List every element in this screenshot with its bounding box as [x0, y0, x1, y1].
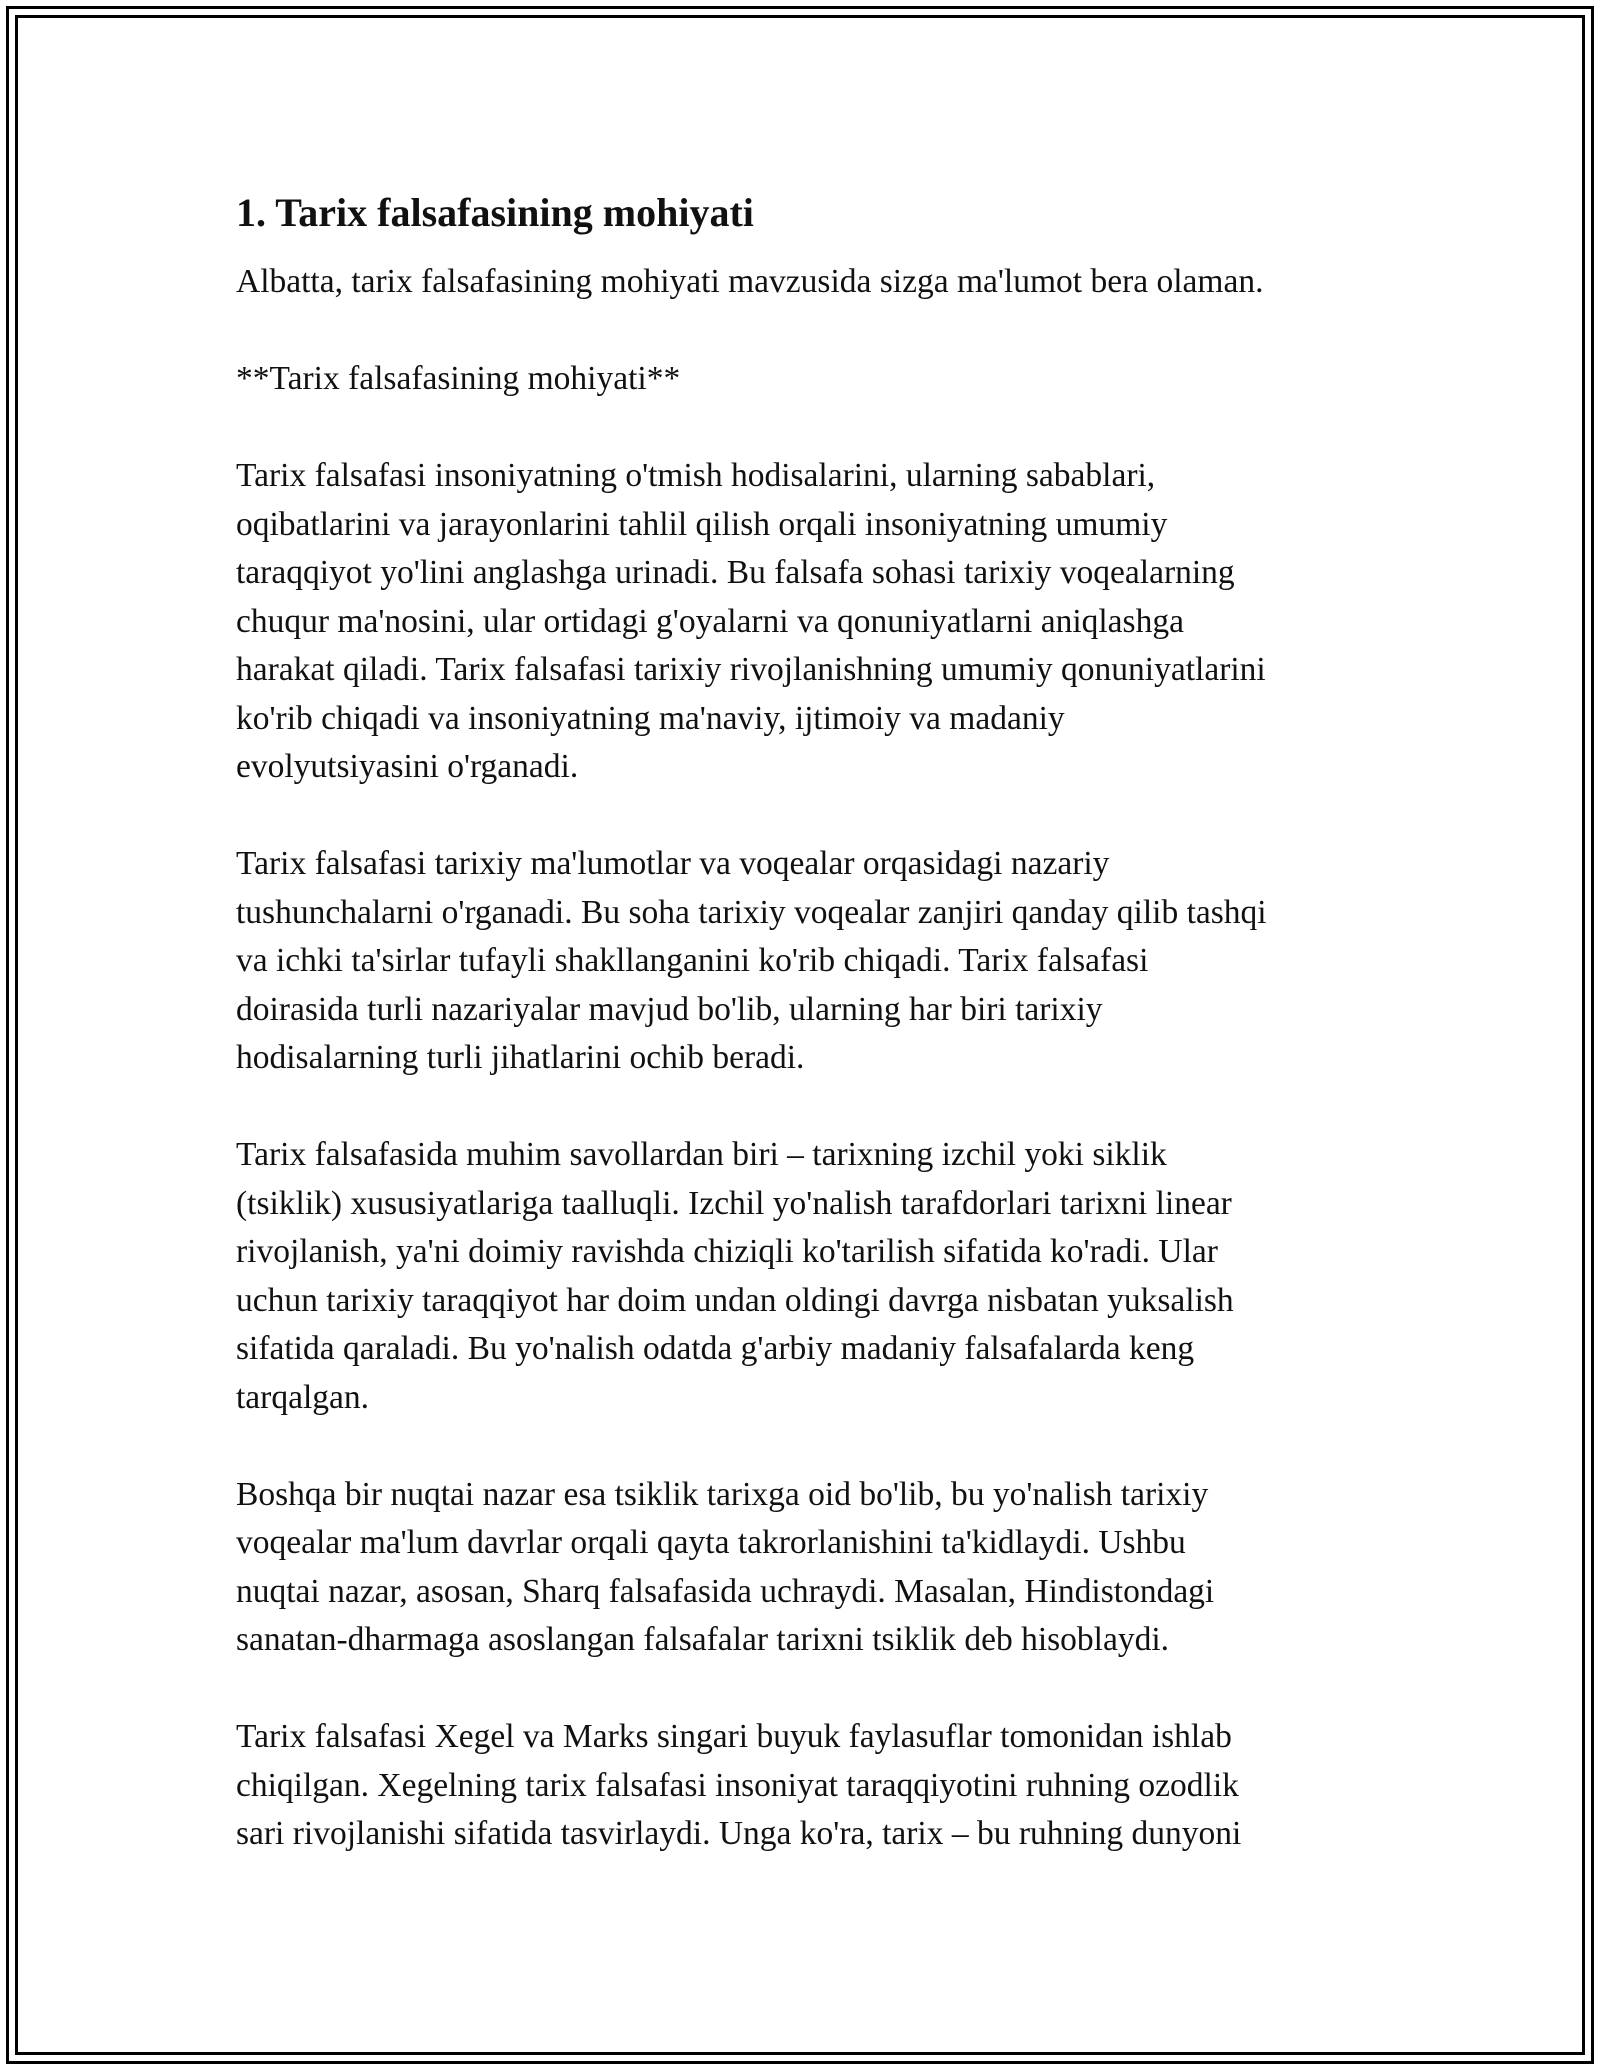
subtitle-paragraph: **Tarix falsafasining mohiyati**	[236, 360, 681, 397]
section-heading: 1. Tarix falsafasining mohiyati	[236, 190, 754, 235]
body-paragraph-philosophers: Tarix falsafasi Xegel va Marks singari buyuk faylasuflar tomonidan ishlab chiqilgan. Xegelning tarix falsafasi insoniyat taraqqiyotini ruhning ozodlik sari rivojlanishi sifatida tasvirlaydi. Unga ko'ra, tarix – bu ruhning dunyoni	[236, 1718, 1242, 1852]
body-paragraph-linear: Tarix falsafasida muhim savollardan biri – tarixning izchil yoki siklik (tsiklik) xususiyatlariga taalluqli. Izchil yo'nalish tarafdorlari tarixni linear rivojlanish, ya'ni doimiy ravishda chiziqli ko'tarilish sifatida ko'radi. Ular uchun tarixiy taraqqiyot har doim undan oldingi davrga nisbatan yuksalish sifatida qaraladi. Bu yo'nalish odatda g'arbiy madaniy falsafalarda keng tarqalgan.	[236, 1136, 1234, 1416]
document-body	[236, 186, 1386, 1907]
body-paragraph-theory: Tarix falsafasi tarixiy ma'lumotlar va voqealar orqasidagi nazariy tushunchalarni o'rganadi. Bu soha tarixiy voqealar zanjiri qanday qilib tashqi va ichki ta'sirlar tufayli shakllanganini ko'rib chiqadi. Tarix falsafasi doirasida turli nazariyalar mavjud bo'lib, ularning har biri tarixiy hodisalarning turli jihatlarini ochib beradi.	[236, 845, 1267, 1076]
intro-paragraph: Albatta, tarix falsafasining mohiyati mavzusida sizga ma'lumot bera olaman.	[236, 263, 1264, 300]
body-paragraph-cyclic: Boshqa bir nuqtai nazar esa tsiklik tarixga oid bo'lib, bu yo'nalish tarixiy voqealar ma'lum davrlar orqali qayta takrorlanishini ta'kidlaydi. Ushbu nuqtai nazar, asosan, Sharq falsafasida uchraydi. Masalan, Hindistondagi sanatan-dharmaga asoslangan falsafalar tarixni tsiklik deb hisoblaydi.	[236, 1475, 1215, 1658]
body-paragraph-definition: Tarix falsafasi insoniyatning o'tmish hodisalarini, ularning sabablari, oqibatlarini va jarayonlarini tahlil qilish orqali insoniyatning umumiy taraqqiyot yo'lini anglashga urinadi. Bu falsafa sohasi tarixiy voqealarning chuqur ma'nosini, ular ortidagi g'oyalarni va qonuniyatlarni aniqlashga harakat qiladi. Tarix falsafasi tarixiy rivojlanishning umumiy qonuniyatlarini ko'rib chiqadi va insoniyatning ma'naviy, ijtimoiy va madaniy evolyutsiyasini o'rganadi.	[236, 457, 1266, 785]
